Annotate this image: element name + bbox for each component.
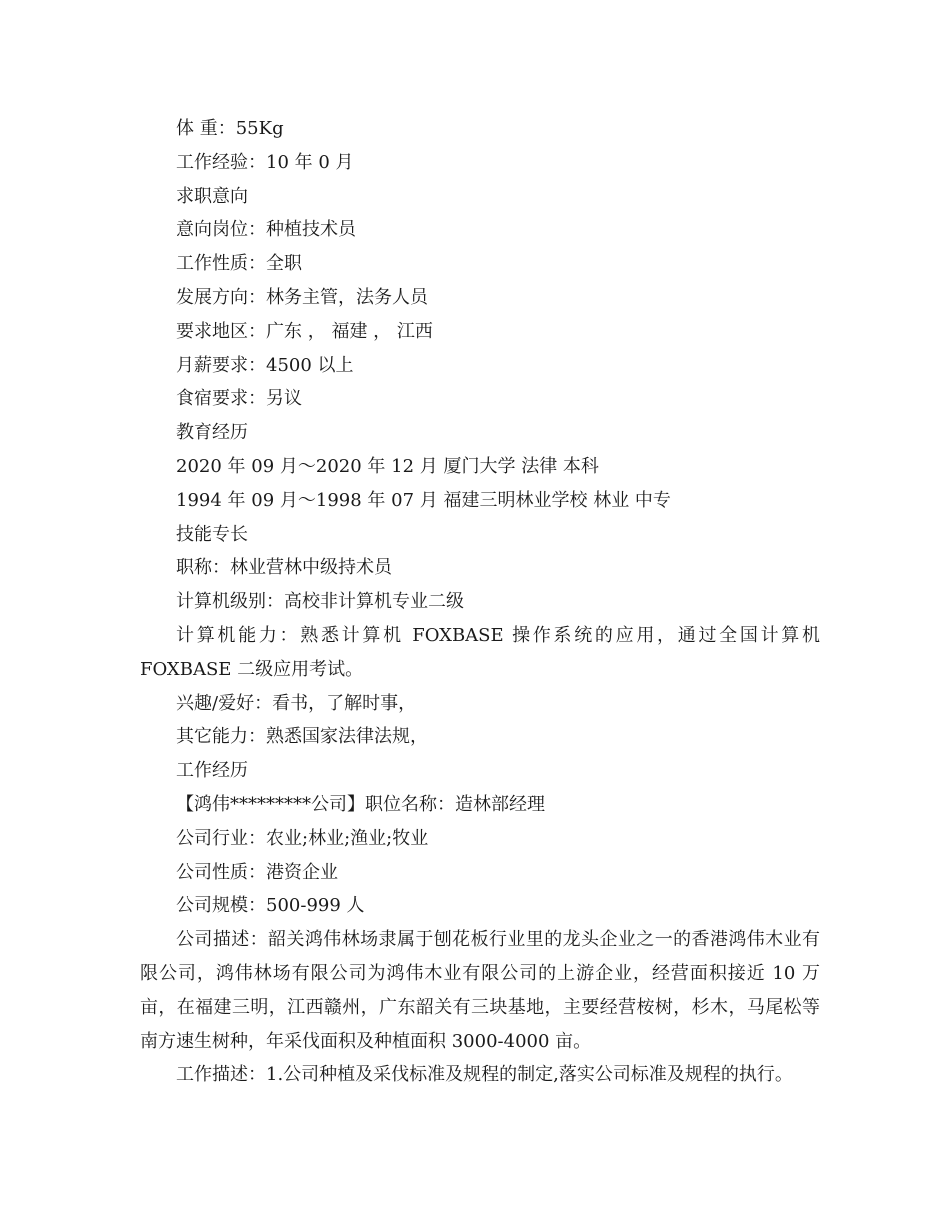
section-heading-education: 教育经历: [176, 422, 248, 444]
accommodation-line: 食宿要求：另议: [176, 388, 302, 410]
company-size-line: 公司规模：500-999 人: [176, 895, 365, 917]
company-industry-line: 公司行业：农业;林业;渔业;牧业: [176, 827, 429, 849]
job-nature-line: 工作性质：全职: [176, 253, 302, 275]
computer-level-line: 计算机级别：高校非计算机专业二级: [176, 591, 464, 613]
work-description-paragraph: 工作描述：1.公司种植及采伐标准及规程的制定,落实公司标准及规程的执行。: [176, 1064, 793, 1086]
other-ability-line: 其它能力：熟悉国家法律法规，: [176, 726, 428, 748]
desired-position-line: 意向岗位：种植技术员: [176, 219, 356, 241]
resume-body: [140, 112, 820, 1092]
education-entry: 2020 年 09 月～2020 年 12 月 厦门大学 法律 本科: [176, 455, 599, 477]
weight-line: 体 重：55Kg: [176, 118, 284, 139]
salary-line: 月薪要求：4500 以上: [176, 354, 354, 376]
company-nature-line: 公司性质：港资企业: [176, 861, 338, 883]
education-entry: 1994 年 09 月～1998 年 07 月 福建三明林业学校 林业 中专: [176, 489, 671, 511]
section-heading-skills: 技能专长: [176, 523, 248, 545]
region-line: 要求地区：广东 ， 福建 ， 江西: [176, 320, 433, 342]
experience-line: 工作经验：10 年 0 月: [176, 151, 354, 173]
section-heading-job-intention: 求职意向: [176, 185, 248, 207]
title-line: 职称：林业营林中级持术员: [176, 557, 392, 579]
hobby-line: 兴趣/爱好：看书，了解时事，: [176, 692, 417, 714]
section-heading-work: 工作经历: [176, 760, 248, 782]
company-description-paragraph: 公司描述：韶关鸿伟林场隶属于刨花板行业里的龙头企业之一的香港鸿伟木业有限公司，鸿伟林场有限公司为鸿伟木业有限公司的上游企业，经营面积接近 10 万亩，在福建三明，江西赣州，广东韶关有三块基地，主要经营桉树，杉木，马尾松等南方速生树种，年采伐面积及种植面积 3000-4000 亩。: [140, 929, 820, 1052]
computer-ability-paragraph: 计算机能力：熟悉计算机 FOXBASE 操作系统的应用，通过全国计算机 FOXBASE 二级应用考试。: [140, 624, 820, 680]
career-direction-line: 发展方向：林务主管，法务人员: [176, 286, 428, 308]
company-position-line: 【鸿伟*********公司】职位名称：造林部经理: [176, 793, 545, 815]
